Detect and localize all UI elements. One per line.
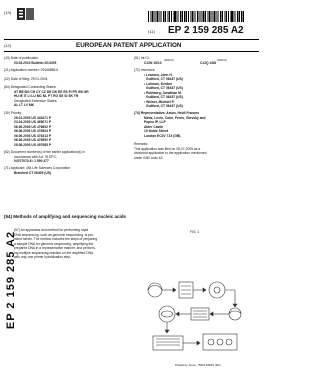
inventor: • Rothberg, Jonathan M. bbox=[144, 90, 182, 95]
epo-logo bbox=[16, 7, 36, 21]
representative-line: London EC2V 7JX (GB) bbox=[144, 133, 181, 138]
ipc-class-2: C12Q 1/68 bbox=[200, 60, 216, 65]
priority-entry: 29.01.2003 US 443471 P bbox=[14, 115, 52, 120]
applicant: (71) Applicant: 454 Life Sciences Corporation bbox=[4, 166, 71, 170]
figure-label: FIG. 1 bbox=[190, 230, 200, 234]
priority-entry: 06.06.2003 US 476313 P bbox=[14, 133, 52, 138]
abstract-line: DNA sequencing, such as genomic sequencing, is pro- bbox=[14, 232, 94, 237]
applicant-address: Branford CT 06405 (US) bbox=[14, 170, 52, 175]
contracting-states-2: HU IE IT LI LU MC NL PT RO SE SI SK TR bbox=[14, 94, 79, 98]
remarks-line: under INID code 62. bbox=[134, 155, 164, 160]
inventor: • Leamon, John H. bbox=[144, 72, 173, 77]
extension-states-label: Designated Extension States: bbox=[14, 98, 58, 103]
filing-date: (22) Date of filing: 29.01.2004 bbox=[4, 77, 48, 81]
side-publication-number bbox=[3, 220, 19, 340]
abstract-line: ing multiple sequencing reaction on the amplified DNA bbox=[14, 250, 94, 255]
int-cl-label: (51) Int Cl.: bbox=[134, 56, 151, 60]
abstract-line: prepared DNA in a representative manner, and perform- bbox=[14, 246, 96, 250]
abstract-line: a sample DNA for genomic sequencing, amplifying the bbox=[14, 241, 94, 246]
inid-19: (19) bbox=[4, 10, 12, 15]
extension-states: AL LT LV MK bbox=[14, 103, 34, 107]
abstract-line: with only one primer hybridization step. bbox=[14, 255, 71, 259]
remarks-line: This application was filed on 28-07-2009 as a bbox=[134, 146, 201, 151]
remarks-label: Remarks: bbox=[134, 142, 149, 146]
representative-line: Popeo IP, LLP bbox=[144, 120, 166, 124]
inventor-address: Guilford, CT 06437 (US) bbox=[146, 104, 183, 108]
earlier-application-line-1: (62) Document number(s) of the earlier application(s) in bbox=[4, 150, 85, 154]
inventor-address: Guilford, CT 06437 (US) bbox=[146, 77, 183, 81]
priority-entry: 23.04.2003 US 465071 P bbox=[14, 120, 52, 124]
inventor: • Lohman, Kenton bbox=[144, 81, 173, 86]
ipc-class-1-date: (2006.01) bbox=[164, 59, 174, 62]
remarks-line: divisional application to the application mentioned bbox=[134, 151, 207, 155]
contracting-states-1: AT BE BG CH CY CZ DE DK EE ES FI FR GB GR bbox=[14, 89, 89, 94]
inventor-address: Guilford, CT 06437 (US) bbox=[146, 95, 183, 99]
inid-11: (11) bbox=[148, 29, 155, 34]
inventor-address: Guilford, CT 06437 (US) bbox=[146, 86, 183, 90]
representative-line: Alder Castle bbox=[144, 124, 164, 129]
representative: (74) Representative: Aston, Heidi Frances bbox=[134, 111, 200, 115]
abstract-line: vided herein. The method includes the steps of preparing bbox=[14, 237, 98, 241]
ipc-class-1: C12N 15/10 bbox=[144, 60, 162, 65]
application-number: (21) Application number: 09166858.6 bbox=[4, 68, 59, 72]
earlier-application-line-2: accordance with Art. 76 EPC: bbox=[14, 154, 57, 159]
inid-12: (12) bbox=[4, 43, 12, 48]
figure-1-drawing bbox=[143, 278, 253, 355]
priority-entry: 06.06.2003 US 476592 P bbox=[14, 138, 52, 142]
priority-entry: 06.06.2003 US 476602 P bbox=[14, 124, 52, 129]
priority-label: (30) Priority: bbox=[4, 111, 22, 115]
earlier-application-number: 04707070.8 / 1 590 477 bbox=[14, 159, 49, 163]
priority-entry: 06.06.2003 US 476504 P bbox=[14, 129, 52, 133]
ipc-class-2-date: (2006.01) bbox=[217, 59, 227, 62]
document-type: EUROPEAN PATENT APPLICATION bbox=[76, 42, 182, 49]
inventors-label: (72) Inventors: bbox=[134, 68, 156, 72]
publication-date-label: (43) Date of publication: bbox=[4, 56, 40, 60]
printer-footer: Printed by Jouve, 75001 PARIS (FR) bbox=[175, 363, 221, 367]
abstract-line: (57) An apparatus and method for performing rapid bbox=[14, 228, 89, 232]
representative-line: Mintz, Levin, Cohn, Ferris, Glovsky and bbox=[144, 115, 206, 120]
priority-entry: 25.08.2003 US 497985 P bbox=[14, 142, 52, 147]
publication-date: 03.03.2010 Bulletin 2010/09 bbox=[14, 60, 57, 65]
representative-line: 10 Noble Street bbox=[144, 129, 169, 133]
invention-title: (54) Methods of amplifying and sequencing nucleic acids bbox=[4, 214, 127, 219]
contracting-states-label: (84) Designated Contracting States: bbox=[4, 85, 57, 89]
publication-number: EP 2 159 285 A2 bbox=[168, 25, 244, 36]
barcode bbox=[148, 11, 244, 22]
side-publication-number-text: EP 2 159 285 A2 bbox=[5, 230, 17, 330]
inventor: • Weiner, Michael P. bbox=[144, 99, 175, 104]
